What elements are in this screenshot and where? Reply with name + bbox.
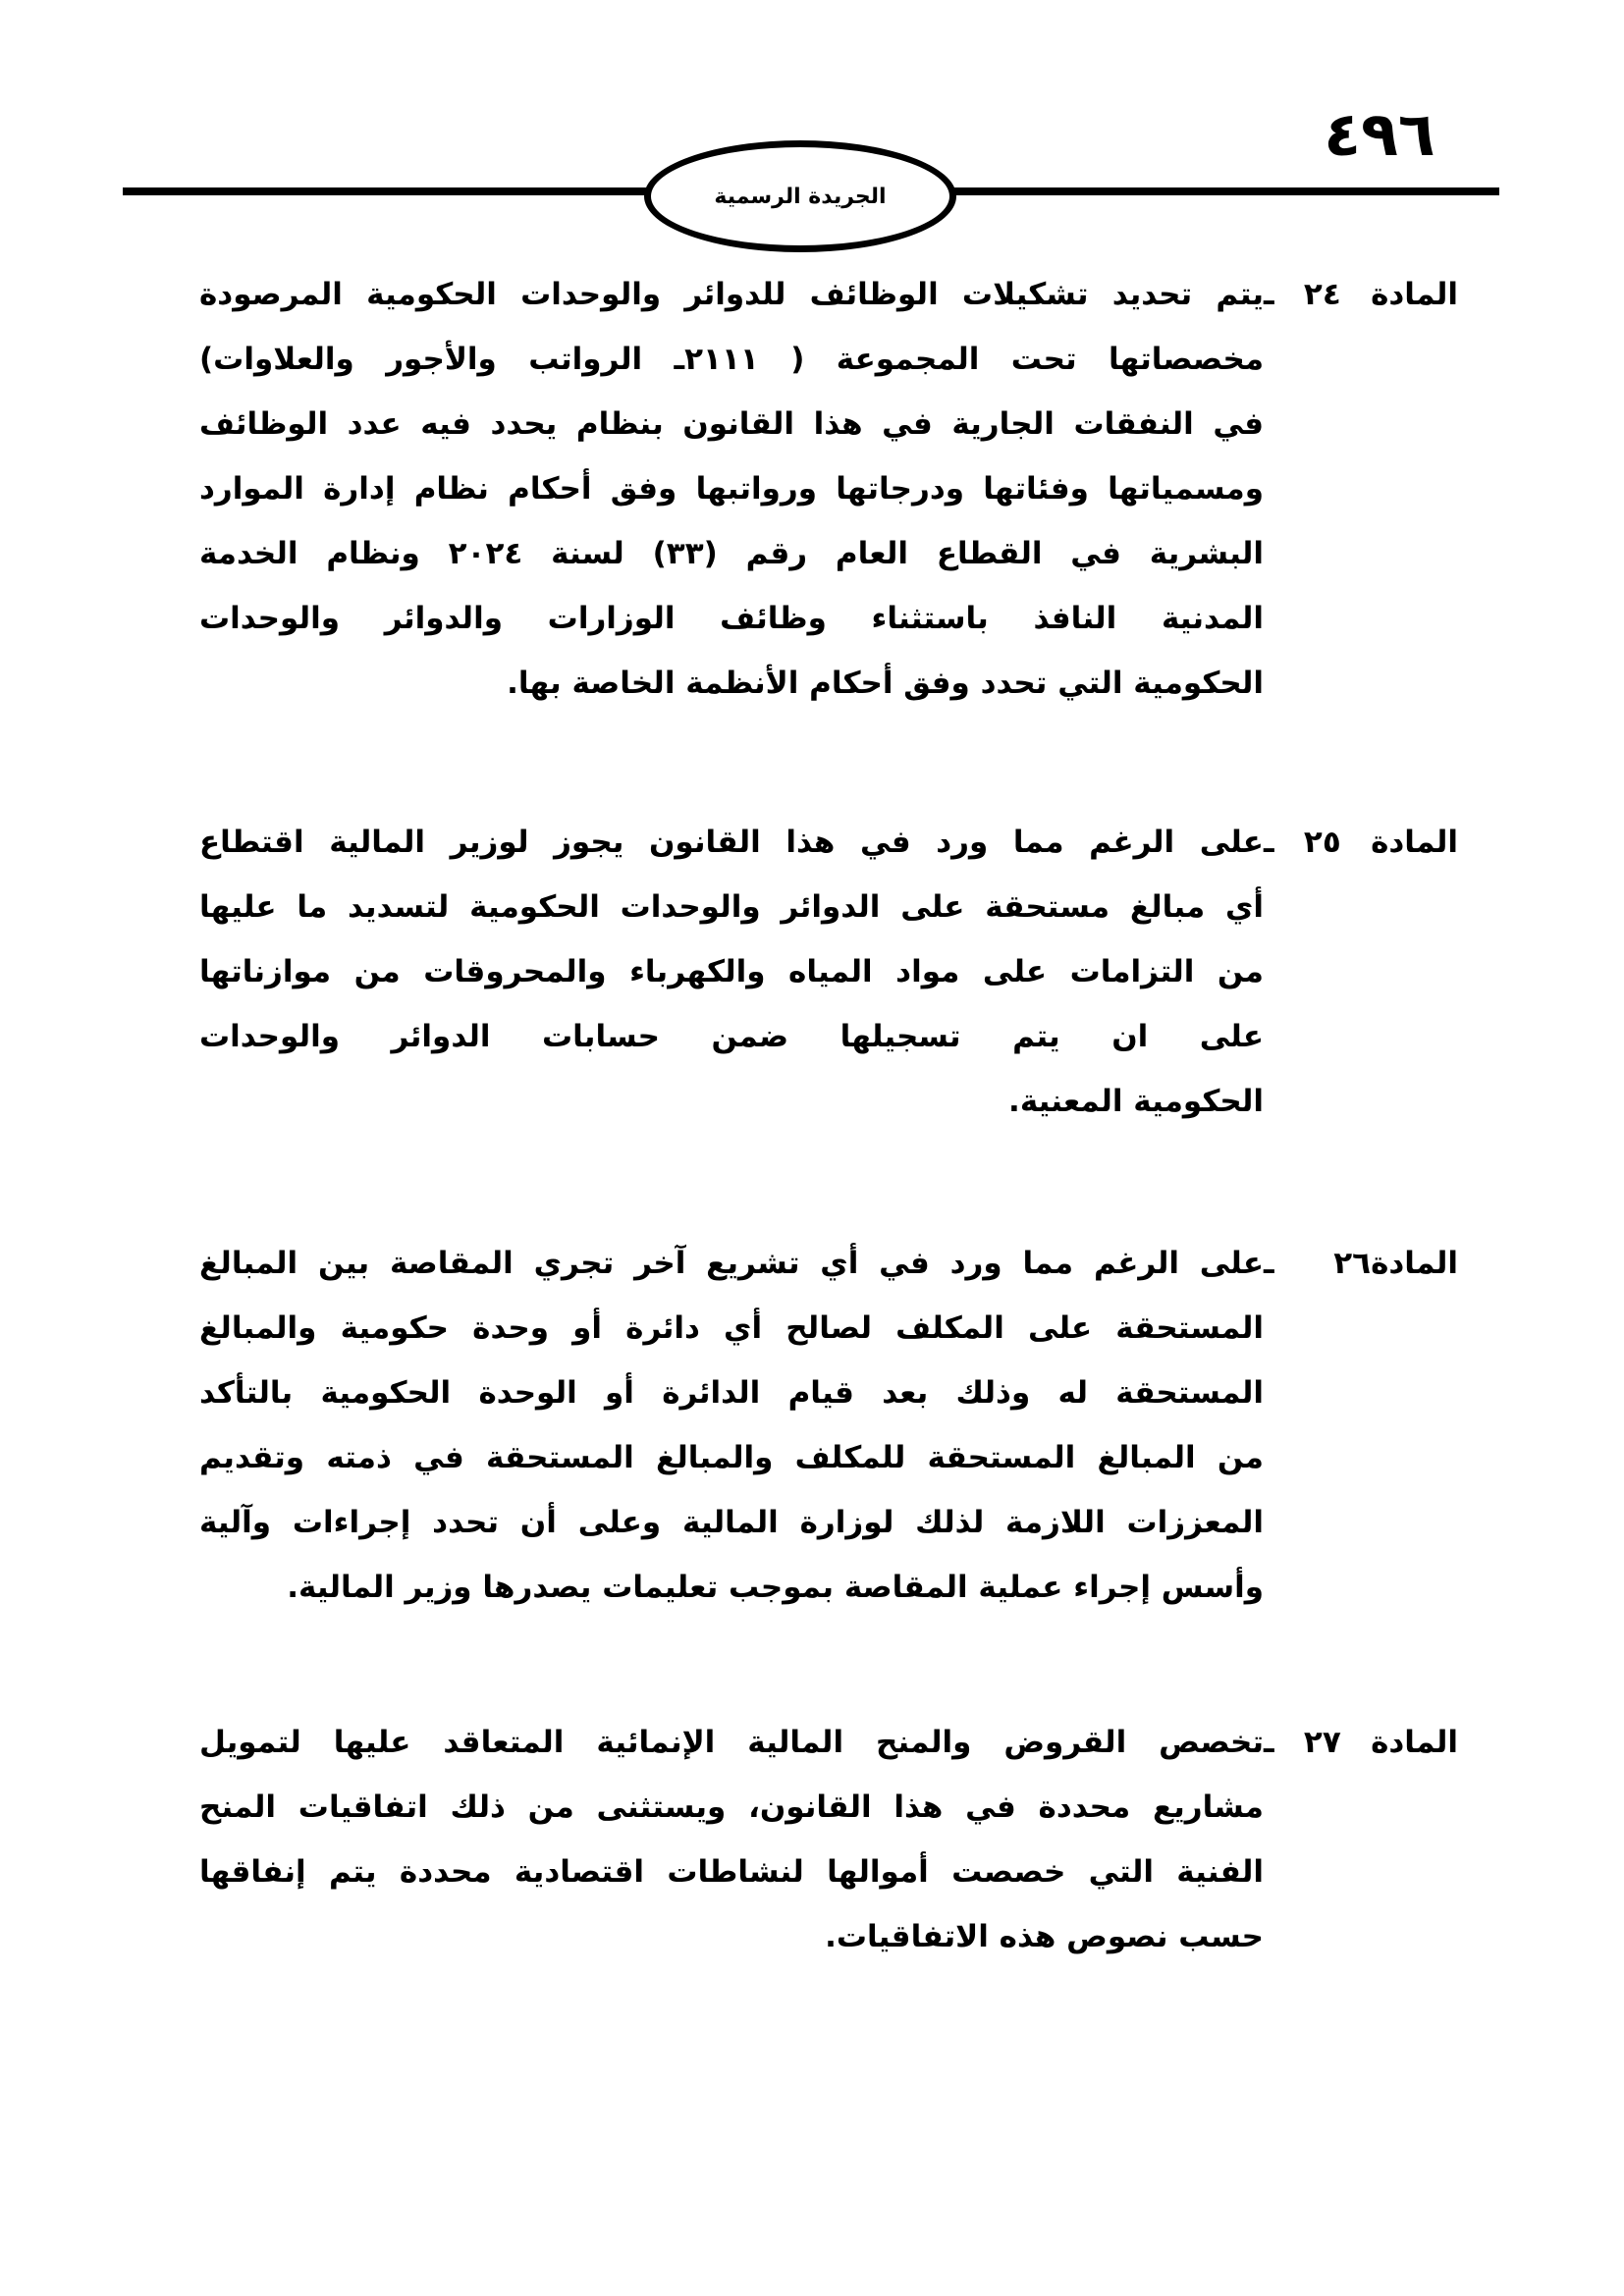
article-line-text: يتم تحديد تشكيلات الوظائف للدوائر والوحدات الحكومية المرصودة — [199, 277, 1264, 312]
article-line: الفنية التي خصصت أموالها لنشاطات اقتصادية محددة يتم إنفاقها — [199, 1854, 1264, 1890]
article-line: المستحقة له وذلك بعد قيام الدائرة أو الوحدة الحكومية بالتأكد — [199, 1375, 1264, 1411]
article — [199, 1710, 1458, 1969]
article-line: وأسس إجراء عملية المقاصة بموجب تعليمات يصدرها وزير المالية. — [287, 1570, 1264, 1605]
gazette-title: الجريدة الرسمية — [714, 184, 887, 209]
article-line: المدنية النافذ باستثناء وظائف الوزارات والدوائر والوحدات — [199, 601, 1264, 636]
article-line: أي مبالغ مستحقة على الدوائر والوحدات الحكومية لتسديد ما عليها — [199, 889, 1264, 925]
article-label: المادة٢٦ ـ — [1264, 1246, 1458, 1281]
article-line: الحكومية المعنية. — [1008, 1084, 1264, 1119]
article-line: المعززات اللازمة لذلك لوزارة المالية وعلى أن تحدد إجراءات وآلية — [199, 1505, 1264, 1540]
article — [199, 262, 1458, 716]
article-first-line — [199, 1231, 1458, 1296]
article-label: المادة ٢٥ ـ — [1264, 825, 1458, 860]
article-label: المادة ٢٧ ـ — [1264, 1725, 1458, 1760]
article-line-text: على الرغم مما ورد في هذا القانون يجوز لوزير المالية اقتطاع — [199, 825, 1264, 860]
article-first-line — [199, 1710, 1458, 1775]
article-line: حسب نصوص هذه الاتفاقيات. — [825, 1919, 1264, 1954]
article-line-text: على الرغم مما ورد في أي تشريع آخر تجري المقاصة بين المبالغ — [199, 1246, 1264, 1281]
article-line: مخصصاتها تحت المجموعة ( ٢١١١ـ الرواتب والأجور والعلاوات) — [199, 342, 1264, 377]
article-line: مشاريع محددة في هذا القانون، ويستثنى من ذلك اتفاقيات المنح — [199, 1789, 1264, 1825]
article-line: في النفقات الجارية في هذا القانون بنظام يحدد فيه عدد الوظائف — [199, 406, 1264, 442]
article-line: من المبالغ المستحقة للمكلف والمبالغ المستحقة في ذمته وتقديم — [199, 1440, 1264, 1475]
article-line: ومسمياتها وفئاتها ودرجاتها ورواتبها وفق أحكام نظام إدارة الموارد — [199, 471, 1264, 507]
gazette-title-oval — [644, 140, 956, 252]
article-label: المادة ٢٤ ـ — [1264, 277, 1458, 312]
article — [199, 810, 1458, 1134]
page-number: ٤٩٦ — [1324, 98, 1435, 170]
article-line: على ان يتم تسجيلها ضمن حسابات الدوائر والوحدات — [199, 1019, 1264, 1054]
article — [199, 1231, 1458, 1620]
article-line: الحكومية التي تحدد وفق أحكام الأنظمة الخاصة بها. — [507, 666, 1264, 701]
article-line: البشرية في القطاع العام رقم (٣٣) لسنة ٢٠٢٤ ونظام الخدمة — [199, 536, 1264, 571]
article-line: من التزامات على مواد المياه والكهرباء والمحروقات من موازناتها — [199, 954, 1264, 989]
article-first-line — [199, 810, 1458, 875]
article-line: المستحقة على المكلف لصالح أي دائرة أو وحدة حكومية والمبالغ — [199, 1310, 1264, 1346]
article-first-line — [199, 262, 1458, 327]
article-line-text: تخصص القروض والمنح المالية الإنمائية المتعاقد عليها لتمويل — [199, 1725, 1264, 1760]
